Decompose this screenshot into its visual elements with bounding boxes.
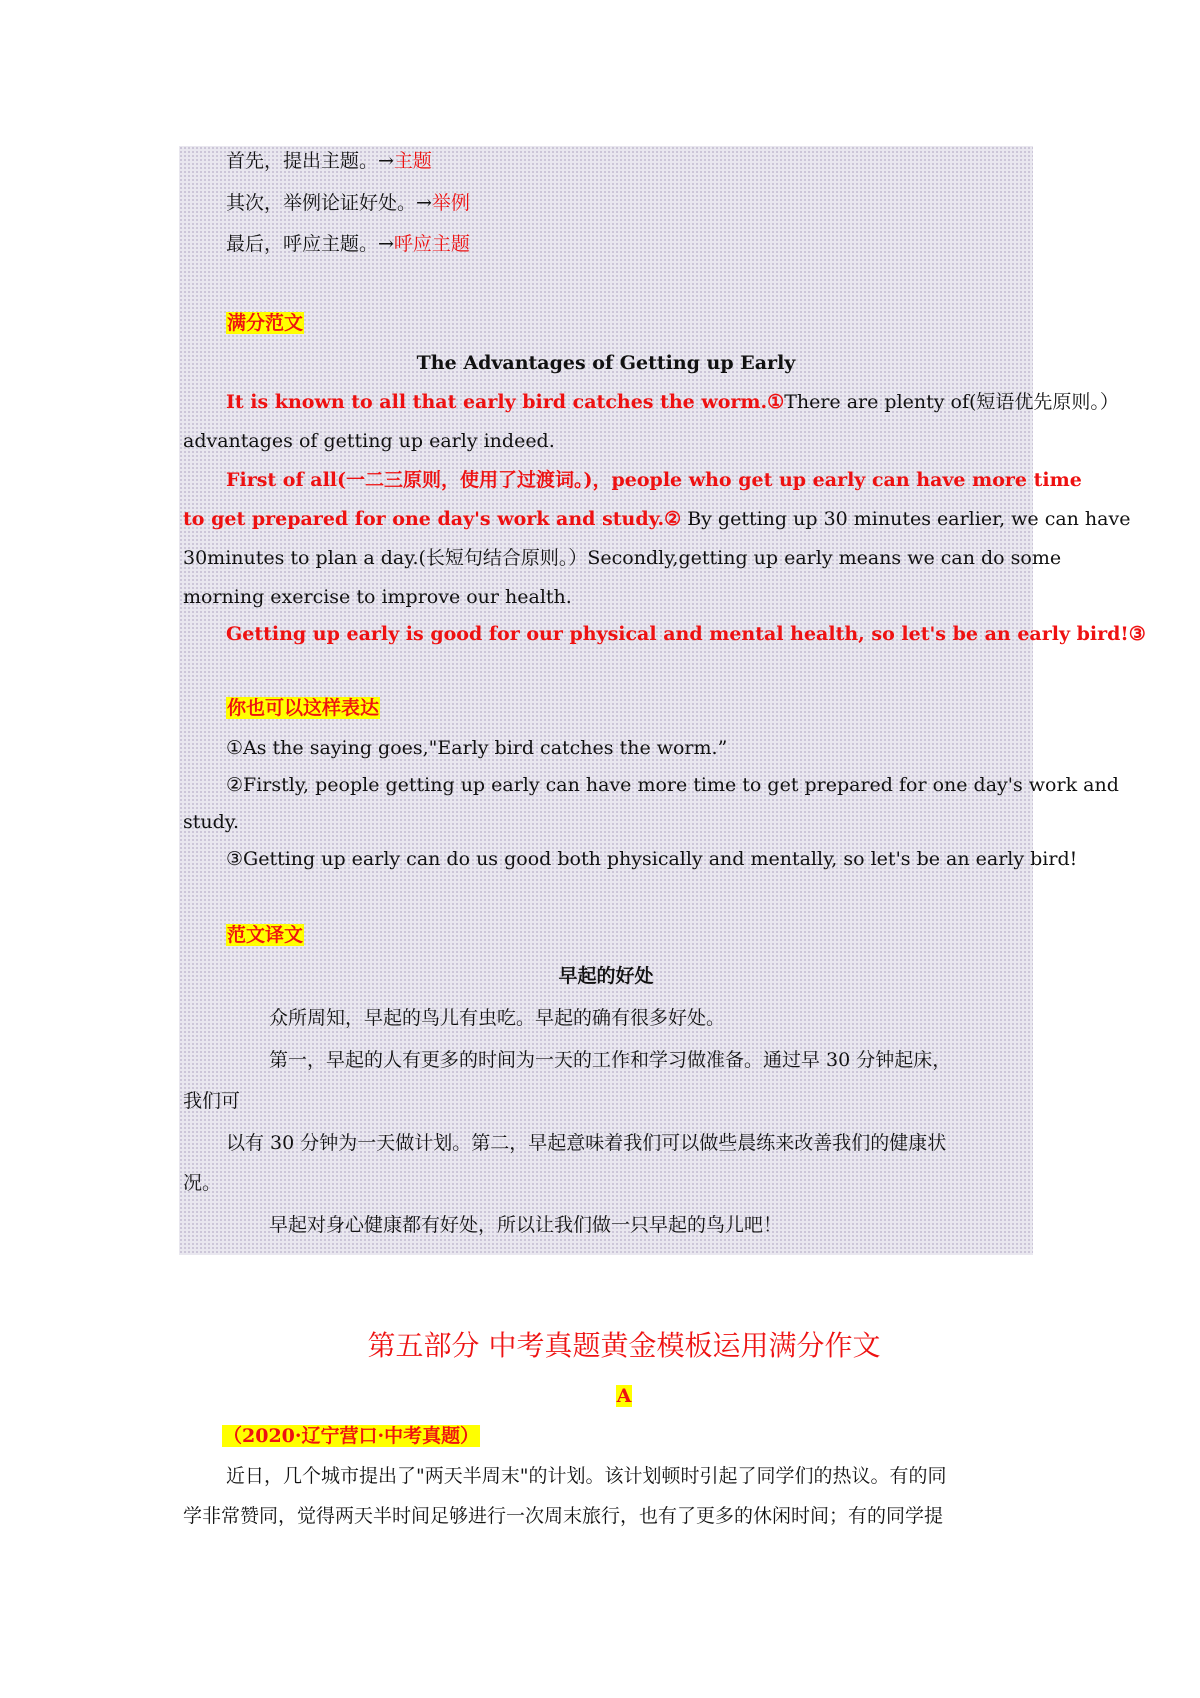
essay-p2-line1: First of all(一二三原则，使用了过渡词。)，people who get up early can have more time	[226, 469, 1082, 491]
part5-body-line1: 近日，几个城市提出了"两天半周末"的计划。该计划顿时引起了同学们的热议。有的同	[226, 1465, 947, 1487]
model-heading: 满分范文	[227, 312, 304, 334]
translation-p1: 众所周知，早起的鸟儿有虫吃。早起的确有很多好处。	[269, 1007, 726, 1029]
translation-p3-line1: 以有 30 分钟为一天做计划。第二，早起意味着我们可以做些晨练来改善我们的健康状	[226, 1132, 947, 1154]
part5-source: （2020·辽宁营口·中考真题）	[223, 1425, 480, 1447]
alternatives-heading: 你也可以这样表达	[227, 697, 380, 719]
translation-heading: 范文译文	[227, 924, 304, 946]
part5-label: A	[616, 1385, 632, 1407]
translation-p4: 早起对身心健康都有好处，所以让我们做一只早起的鸟儿吧！	[269, 1214, 783, 1236]
essay-p2-line3: 30minutes to plan a day.(长短句结合原则。）Secondly,getting up early means we can do some	[183, 547, 1062, 569]
alternative-3: ③Getting up early can do us good both physically and mentally, so let's be an early bird!	[226, 848, 1078, 870]
essay-title: The Advantages of Getting up Early	[416, 352, 796, 374]
essay-p3: Getting up early is good for our physical and mental health, so let's be an early bird!③	[226, 623, 1146, 645]
alternative-1: ①As the saying goes,"Early bird catches the worm.”	[226, 737, 728, 759]
structure-step-3: 最后，呼应主题。→呼应主题	[226, 233, 470, 255]
translation-p2-line2: 我们可	[183, 1090, 241, 1112]
translation-title: 早起的好处	[558, 965, 654, 987]
structure-step-2: 其次，举例论证好处。→举例	[226, 192, 470, 214]
essay-p2-line4: morning exercise to improve our health.	[183, 586, 572, 608]
essay-p1-line1: It is known to all that early bird catches the worm.①There are plenty of(短语优先原则。）	[226, 391, 1119, 413]
translation-p3-line2: 况。	[183, 1172, 222, 1194]
alternative-2-line2: study.	[183, 811, 240, 833]
essay-p2-line2: to get prepared for one day's work and study.② By getting up 30 minutes earlier, we can have	[183, 508, 1131, 530]
structure-step-1: 首先，提出主题。→主题	[226, 150, 432, 172]
translation-p2-line1: 第一，早起的人有更多的时间为一天的工作和学习做准备。通过早 30 分钟起床，	[269, 1049, 952, 1071]
essay-p1-line2: advantages of getting up early indeed.	[183, 430, 555, 452]
alternative-2-line1: ②Firstly, people getting up early can have more time to get prepared for one day's work and	[226, 774, 1119, 796]
part5-body-line2: 学非常赞同，觉得两天半时间足够进行一次周末旅行，也有了更多的休闲时间；有的同学提	[183, 1505, 944, 1527]
part5-title: 第五部分 中考真题黄金模板运用满分作文	[367, 1329, 881, 1362]
